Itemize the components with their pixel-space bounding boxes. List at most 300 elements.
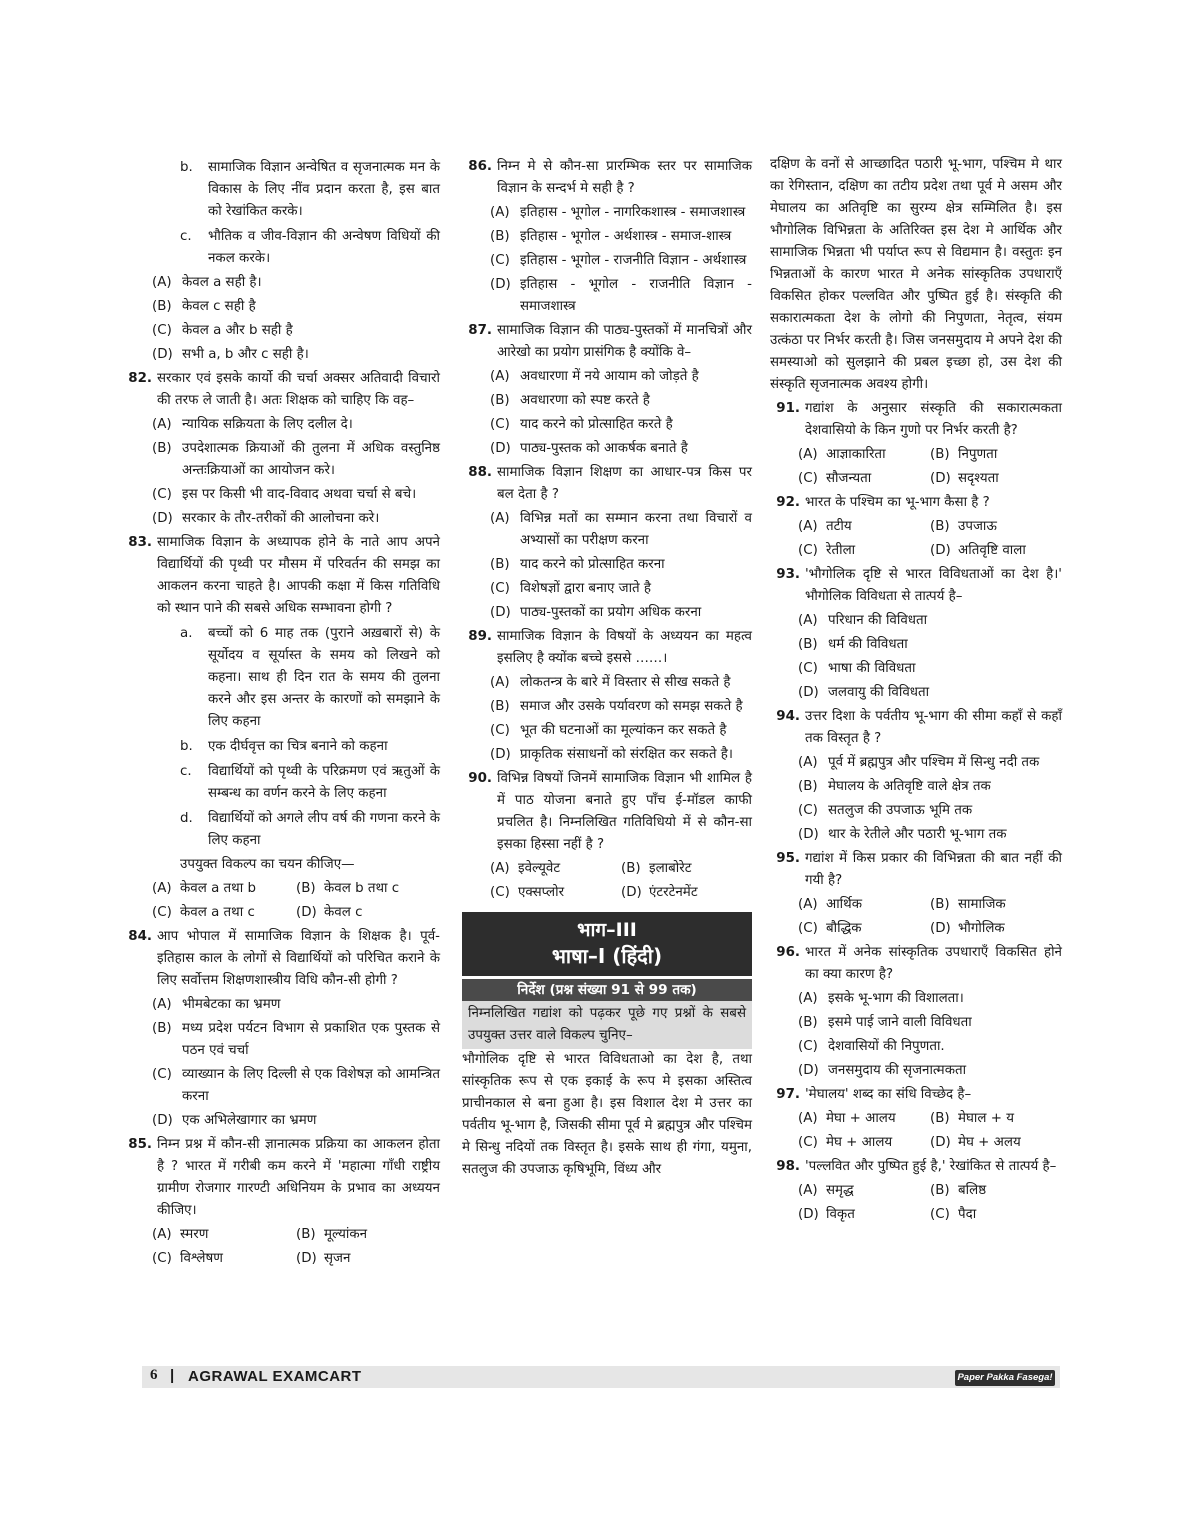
option-93-b	[770, 634, 1062, 656]
option-label: (A)	[798, 755, 818, 770]
option-text: भौगोलिक	[958, 921, 1005, 936]
option-text: पाठ्य-पुस्तक को आकर्षक बनाते है	[520, 441, 688, 456]
statement-text: सामाजिक विज्ञान अन्वेषित व सृजनात्मक मन के विकास के लिए नींव प्रदान करता है, इस बात को रेखांकित करके।	[208, 160, 440, 219]
option-88-b	[462, 554, 752, 576]
option-label: (D)	[930, 1135, 951, 1150]
option-row-95-cd	[770, 918, 1062, 940]
instruction-note: उपयुक्त विकल्प का चयन कीजिए—	[180, 857, 355, 872]
question-91	[770, 398, 1062, 442]
option-84-c	[152, 1064, 440, 1108]
question-number: 84.	[128, 929, 152, 944]
option-text: एक अभिलेखागार का भ्रमण	[182, 1113, 317, 1128]
option-label: (A)	[152, 997, 172, 1012]
option-text: मेघा + आलय	[826, 1111, 896, 1126]
option-83-d	[296, 902, 440, 924]
statement-83-b	[152, 736, 440, 758]
question-text: भारत के पश्चिम का भू-भाग कैसा है ?	[805, 495, 990, 510]
option-text: मेघ + आलय	[826, 1135, 893, 1150]
option-text: विशेषज्ञों द्वारा बनाए जाते है	[520, 581, 652, 596]
option-text: विभिन्न मतों का सम्मान करना तथा विचारों व अभ्यासों का परीक्षण करना	[520, 511, 752, 548]
statement-label: c.	[180, 764, 192, 779]
option-text: केवल c	[324, 905, 363, 920]
option-label: (A)	[152, 275, 172, 290]
statement-83-a	[152, 623, 440, 733]
question-text: सामाजिक विज्ञान के अध्यापक होने के नाते आप अपने विद्यार्थियों की पृथ्वी पर मौसम में परिवर्तन की समझ का आकलन करना चाहते है। आपकी कक्षा में किस गतिविधि को स्थान पाने की सबसे अधिक सम्भावना होगी ?	[157, 535, 440, 616]
option-90-c	[490, 882, 621, 904]
option-label: (C)	[490, 417, 510, 432]
question-92	[770, 492, 1062, 514]
option-85-c	[152, 1248, 296, 1270]
option-text: पैदा	[958, 1207, 977, 1222]
option-text: जनसमुदाय की सृजनात्मकता	[828, 1063, 967, 1078]
option-98-b	[930, 1180, 1062, 1202]
option-82-d	[152, 508, 440, 530]
option-row-83-cd	[152, 902, 440, 924]
option-text: भूत की घटनाओं का मूल्यांकन कर सकते है	[520, 723, 727, 738]
option-89-c	[462, 720, 752, 742]
passage-text-part-2: दक्षिण के वनों से आच्छादित पठारी भू-भाग, पश्चिम मे थार का रेगिस्तान, दक्षिण का तटीय प्रदेश तथा पूर्व मे असम और मेघालय का अतिवृष्टि का सुरम्य क्षेत्र सम्मिलित है। इस भौगोलिक विभिन्नता के अतिरिक्त इस देश मे आर्थिक और सामाजिक भिन्नता भी पर्याप्त रूप से विद्यमान है। वस्तुतः इन भिन्नताओं के कारण भारत मे अनेक सांस्कृतिक उपधाराएँ विकसित होकर पल्लवित और पुष्पित हुई है। संस्कृति की सकारात्मकता देश के लोगो की निपुणता, नेतृत्व, संयम उत्कंठा पर निर्भर करती है। जिस जनसमुदाय मे अपने देश की समस्याओ को सुलझाने की प्रबल इच्छा हो, उस देश की संस्कृति सृजनात्मक अवश्य होगी।	[770, 157, 1062, 392]
question-83	[122, 532, 440, 620]
option-98-d	[798, 1204, 930, 1226]
option-text: अवधारणा में नये आयाम को जोड़ते है	[520, 369, 699, 384]
option-label: (D)	[490, 277, 511, 292]
option-row-91-cd	[770, 468, 1062, 490]
question-82	[122, 368, 440, 412]
option-94-c	[770, 800, 1062, 822]
option-label: (C)	[798, 543, 818, 558]
option-label: (C)	[152, 905, 172, 920]
section-title: भाग–III	[577, 919, 637, 941]
option-91-a	[798, 444, 930, 466]
option-82-b	[152, 438, 440, 482]
option-text: केवल b तथा c	[324, 881, 400, 896]
question-number: 98.	[776, 1159, 800, 1174]
statement-text: भौतिक व जीव-विज्ञान की अन्वेषण विधियों की नकल करके।	[208, 229, 440, 266]
option-row-97-ab	[770, 1108, 1062, 1130]
option-label: (B)	[296, 881, 316, 896]
option-label: (D)	[296, 905, 317, 920]
option-text: उपदेशात्मक क्रियाओं की तुलना में अधिक वस्तुनिष्ठ अन्तःक्रियाओं का आयोजन करे।	[182, 441, 440, 478]
option-label: (C)	[490, 885, 510, 900]
option-label: (B)	[621, 861, 641, 876]
option-text: इस पर किसी भी वाद-विवाद अथवा चर्चा से बचे।	[182, 487, 417, 502]
option-row-92-ab	[770, 516, 1062, 538]
question-number: 83.	[128, 535, 152, 550]
question-number: 95.	[776, 851, 800, 866]
option-text: इतिहास - भूगोल - राजनीति विज्ञान - अर्थशास्त्र	[520, 253, 747, 268]
option-90-b	[621, 858, 752, 880]
option-text: रेतीला	[826, 543, 856, 558]
option-83-c	[152, 902, 296, 924]
statement-81-b	[152, 157, 440, 223]
option-row-90-ab	[462, 858, 752, 880]
question-text: सामाजिक विज्ञान के विषयों के अध्ययन का महत्व इसलिए है क्योंक बच्चे इससे ……।	[497, 629, 752, 666]
question-89	[462, 626, 752, 670]
option-text: केवल a सही है।	[182, 275, 262, 290]
option-89-b	[462, 696, 752, 718]
question-text: 'पल्लवित और पुष्पित हुई है,' रेखांकित से तात्पर्य है–	[805, 1159, 1057, 1174]
option-row-98-ab	[770, 1180, 1062, 1202]
option-87-b	[462, 390, 752, 412]
option-89-d	[462, 744, 752, 766]
option-82-c	[152, 484, 440, 506]
statement-label: a.	[180, 626, 193, 641]
option-label: (C)	[930, 1207, 950, 1222]
option-92-c	[798, 540, 930, 562]
option-90-d	[621, 882, 752, 904]
option-label: (D)	[930, 543, 951, 558]
option-label: (C)	[490, 253, 510, 268]
option-text: भाषा की विविधता	[828, 661, 916, 676]
option-text: एंटरटेनमेंट	[649, 885, 698, 900]
option-label: (B)	[490, 557, 510, 572]
option-label: (D)	[930, 471, 951, 486]
option-text: बलिष्ठ	[958, 1183, 987, 1198]
option-label: (D)	[930, 921, 951, 936]
option-text: केवल c सही है	[182, 299, 256, 314]
option-label: (C)	[152, 323, 172, 338]
option-83-a	[152, 878, 296, 900]
option-86-d	[462, 274, 752, 318]
question-number: 87.	[468, 323, 492, 338]
option-text: इतिहास - भूगोल - राजनीति विज्ञान - समाजशास्त्र	[520, 277, 752, 314]
option-text: इवेल्यूवेट	[518, 861, 561, 876]
question-number: 97.	[776, 1087, 800, 1102]
question-number: 89.	[468, 629, 492, 644]
option-94-a	[770, 752, 1062, 774]
question-97	[770, 1084, 1062, 1106]
option-label: (B)	[490, 393, 510, 408]
option-93-d	[770, 682, 1062, 704]
option-91-c	[798, 468, 930, 490]
option-label: (B)	[152, 1021, 172, 1036]
option-81-a	[152, 272, 440, 294]
statement-text: बच्चों को 6 माह तक (पुराने अख़बारों से) के सूर्योदय व सूर्यास्त के समय को लिखने को कहना। साथ ही दिन रात के समय की तुलना करने और इस अन्तर के कारणों को समझाने के लिए कहना	[208, 626, 440, 729]
option-88-d	[462, 602, 752, 624]
option-text: बौद्धिक	[826, 921, 862, 936]
statement-text: एक दीर्घवृत्त का चित्र बनाने को कहना	[208, 739, 388, 754]
option-text: मेघ + अलय	[958, 1135, 1021, 1150]
option-text: सृजन	[324, 1251, 351, 1266]
option-86-b	[462, 226, 752, 248]
option-88-c	[462, 578, 752, 600]
option-94-d	[770, 824, 1062, 846]
option-95-b	[930, 894, 1062, 916]
option-92-b	[930, 516, 1062, 538]
option-label: (D)	[798, 827, 819, 842]
option-text: भीमबेटका का भ्रमण	[182, 997, 281, 1012]
option-81-c	[152, 320, 440, 342]
footer-separator: |	[170, 1367, 175, 1384]
question-text: आप भोपाल में सामाजिक विज्ञान के शिक्षक है। पूर्व-इतिहास काल के लोगों से विद्यार्थियों को परिचित कराने के लिए सर्वोत्तम शिक्षणशास्त्रीय विधि कौन-सी होगी ?	[157, 929, 440, 988]
option-text: मेघाल + य	[958, 1111, 1014, 1126]
question-number: 85.	[128, 1137, 152, 1152]
option-row-85-cd	[152, 1248, 440, 1270]
question-number: 91.	[776, 401, 800, 416]
statement-label: d.	[180, 811, 193, 826]
option-label: (D)	[798, 1207, 819, 1222]
option-86-c	[462, 250, 752, 272]
passage-text-part-1: भौगोलिक दृष्टि से भारत विविधताओ का देश है, तथा सांस्कृतिक रूप से एक इकाई के रूप मे इसका अस्तित्व प्राचीनकाल से बना हुआ है। इस विशाल देश मे उत्तर का पर्वतीय भू-भाग है, जिसकी सीमा पूर्व मे ब्रह्मपुत्र और पश्चिम मे सिन्धु नदियों तक विस्तृत है। इसके साथ ही गंगा, यमुना, सतलुज की उपजाऊ कृषिभूमि, विंध्य और	[462, 1052, 752, 1177]
option-97-c	[798, 1132, 930, 1154]
option-96-b	[770, 1012, 1062, 1034]
option-label: (D)	[296, 1251, 317, 1266]
option-text: लोकतन्त्र के बारे में विस्तार से सीख सकते है	[520, 675, 731, 690]
option-label: (C)	[490, 581, 510, 596]
option-row-98-dc	[770, 1204, 1062, 1226]
option-label: (D)	[798, 685, 819, 700]
option-93-a	[770, 610, 1062, 632]
option-86-a	[462, 202, 752, 224]
question-number: 88.	[468, 465, 492, 480]
column-3	[770, 154, 1062, 1226]
option-label: (A)	[798, 1111, 818, 1126]
option-85-a	[152, 1224, 296, 1246]
question-96	[770, 942, 1062, 986]
question-number: 96.	[776, 945, 800, 960]
option-row-90-cd	[462, 882, 752, 904]
question-text: निम्न मे से कौन-सा प्रारम्भिक स्तर पर सामाजिक विज्ञान के सन्दर्भ मे सही है ?	[497, 159, 752, 196]
option-label: (B)	[798, 779, 818, 794]
question-number: 94.	[776, 709, 800, 724]
option-label: (D)	[490, 605, 511, 620]
option-label: (A)	[798, 519, 818, 534]
question-number: 86.	[468, 159, 492, 174]
option-text: केवल a और b सही है	[182, 323, 293, 338]
statement-label: b.	[180, 160, 193, 175]
question-text: सरकार एवं इसके कार्यो की चर्चा अक्सर अतिवादी विचारो की तरफ ले जाती है। अतः शिक्षक को चाहिए कि वह–	[157, 371, 440, 408]
question-text: निम्न प्रश्न में कौन-सी ज्ञानात्मक प्रक्रिया का आकलन होता है ? भारत में गरीबी कम करने में 'महात्मा गाँधी राष्ट्रीय ग्रामीण रोजगार गारण्टी अधिनियम के प्रभाव का अध्ययन कीजिए।	[157, 1137, 440, 1218]
statement-83-c	[152, 761, 440, 805]
question-86	[462, 156, 752, 200]
question-text: सामाजिक विज्ञान की पाठ्य-पुस्तकों में मानचित्रों और आरेखो का प्रयोग प्रासंगिक है क्योंकि वे–	[497, 323, 752, 360]
option-row-92-cd	[770, 540, 1062, 562]
option-text: सतलुज की उपजाऊ भूमि तक	[828, 803, 973, 818]
option-label: (A)	[798, 991, 818, 1006]
option-text: न्यायिक सक्रियता के लिए दलील दे।	[182, 417, 353, 432]
option-text: आर्थिक	[826, 897, 862, 912]
option-text: आज्ञाकारिता	[826, 447, 886, 462]
question-87	[462, 320, 752, 364]
section-header-box	[462, 912, 752, 976]
option-label: (B)	[930, 897, 950, 912]
statement-83-d	[152, 808, 440, 852]
option-text: सदृश्यता	[958, 471, 999, 486]
option-98-a	[798, 1180, 930, 1202]
option-96-c	[770, 1036, 1062, 1058]
option-84-d	[152, 1110, 440, 1132]
option-text: मध्य प्रदेश पर्यटन विभाग से प्रकाशित एक पुस्तक से पठन एवं चर्चा	[182, 1021, 440, 1058]
option-label: (D)	[152, 1113, 173, 1128]
option-97-b	[930, 1108, 1062, 1130]
question-text: सामाजिक विज्ञान शिक्षण का आधार-पत्र किस पर बल देता है ?	[497, 465, 752, 502]
option-row-95-ab	[770, 894, 1062, 916]
option-row-97-cd	[770, 1132, 1062, 1154]
question-90	[462, 768, 752, 856]
question-text: गद्यांश में किस प्रकार की विभिन्नता की बात नहीं की गयी है?	[805, 851, 1062, 888]
option-81-d	[152, 344, 440, 366]
option-text: विश्लेषण	[180, 1251, 223, 1266]
option-text: केवल a तथा c	[180, 905, 255, 920]
option-92-d	[930, 540, 1062, 562]
option-label: (A)	[490, 205, 510, 220]
question-84	[122, 926, 440, 992]
option-98-c	[930, 1204, 1062, 1226]
option-text: प्राकृतिक संसाधनों को संरक्षित कर सकते है।	[520, 747, 733, 762]
option-97-a	[798, 1108, 930, 1130]
option-95-d	[930, 918, 1062, 940]
option-label: (B)	[930, 1183, 950, 1198]
brand-logo-text: AGRAWAL EXAMCART	[188, 1368, 362, 1385]
option-label: (A)	[490, 369, 510, 384]
option-label: (A)	[152, 881, 172, 896]
option-label: (C)	[152, 1251, 172, 1266]
option-text: सभी a, b और c सही है।	[182, 347, 309, 362]
option-label: (B)	[152, 441, 172, 456]
option-label: (D)	[152, 511, 173, 526]
option-text: परिधान की विविधता	[828, 613, 928, 628]
option-label: (C)	[798, 661, 818, 676]
option-label: (A)	[152, 417, 172, 432]
option-label: (A)	[152, 1227, 172, 1242]
option-label: (B)	[930, 447, 950, 462]
option-label: (D)	[490, 441, 511, 456]
option-label: (A)	[490, 511, 510, 526]
option-row-85-ab	[152, 1224, 440, 1246]
option-text: याद करने को प्रोत्साहित करते है	[520, 417, 673, 432]
option-92-a	[798, 516, 930, 538]
option-89-a	[462, 672, 752, 694]
option-84-b	[152, 1018, 440, 1062]
option-text: केवल a तथा b	[180, 881, 256, 896]
option-text: थार के रेतीले और पठारी भू-भाग तक	[828, 827, 1007, 842]
option-85-d	[296, 1248, 440, 1270]
option-text: इसके भू-भाग की विशालता।	[828, 991, 964, 1006]
option-label: (B)	[490, 699, 510, 714]
option-90-a	[490, 858, 621, 880]
option-text: व्याख्यान के लिए दिल्ली से एक विशेषज्ञ को आमन्त्रित करना	[182, 1067, 440, 1104]
option-label: (B)	[930, 519, 950, 534]
option-label: (A)	[798, 897, 818, 912]
option-81-b	[152, 296, 440, 318]
option-label: (C)	[798, 1135, 818, 1150]
question-text: 'मेघालय' शब्द का संधि विच्छेद है–	[805, 1087, 972, 1102]
option-85-b	[296, 1224, 440, 1246]
option-label: (D)	[621, 885, 642, 900]
question-number: 90.	[468, 771, 492, 786]
option-text: इतिहास - भूगोल - नागरिकशास्त्र - समाजशास्त्र	[520, 205, 746, 220]
question-text: भारत में अनेक सांस्कृतिक उपधाराएँ विकसित होने का क्या कारण है?	[805, 945, 1062, 982]
option-label: (C)	[798, 921, 818, 936]
option-83-b	[296, 878, 440, 900]
option-93-c	[770, 658, 1062, 680]
option-label: (A)	[490, 675, 510, 690]
question-number: 93.	[776, 567, 800, 582]
option-91-d	[930, 468, 1062, 490]
option-96-a	[770, 988, 1062, 1010]
option-text: इलाबोरेट	[649, 861, 692, 876]
option-label: (A)	[798, 613, 818, 628]
option-95-a	[798, 894, 930, 916]
page-number: 6	[150, 1367, 158, 1383]
option-label: (B)	[296, 1227, 316, 1242]
tagline-badge: Paper Pakka Fasega!	[955, 1370, 1055, 1386]
option-label: (D)	[798, 1063, 819, 1078]
question-98	[770, 1156, 1062, 1178]
option-label: (D)	[152, 347, 173, 362]
question-number: 92.	[776, 495, 800, 510]
option-label: (D)	[490, 747, 511, 762]
option-text: सरकार के तौर-तरीकों की आलोचना करे।	[182, 511, 380, 526]
question-text: गद्यांश के अनुसार संस्कृति की सकारात्मकता देशवासियो के किन गुणो पर निर्भर करती है?	[805, 401, 1062, 438]
option-text: अतिवृष्टि वाला	[958, 543, 1026, 558]
option-text: स्मरण	[180, 1227, 209, 1242]
option-text: देशवासियों की निपुणता.	[828, 1039, 945, 1054]
option-text: याद करने को प्रोत्साहित करना	[520, 557, 665, 572]
option-label: (C)	[490, 723, 510, 738]
option-text: समाज और उसके पर्यावरण को समझ सकते है	[520, 699, 743, 714]
statement-text: विद्यार्थियों को पृथ्वी के परिक्रमण एवं ऋतुओं के सम्बन्ध का वर्णन करने के लिए कहना	[208, 764, 440, 801]
option-text: मूल्यांकन	[324, 1227, 368, 1242]
statement-text: विद्यार्थियों को अगले लीप वर्ष की गणना करने के लिए कहना	[208, 811, 440, 848]
option-text: निपुणता	[958, 447, 998, 462]
option-text: इतिहास - भूगोल - अर्थशास्त्र - समाज-शास्त्र	[520, 229, 732, 244]
option-label: (C)	[152, 487, 172, 502]
question-text: 'भौगोलिक दृष्टि से भारत विविधताओं का देश है।' भौगोलिक विविधता से तात्पर्य है–	[805, 567, 1062, 604]
option-text: तटीय	[826, 519, 852, 534]
option-87-a	[462, 366, 752, 388]
question-85	[122, 1134, 440, 1222]
option-text: इसमे पाई जाने वाली विविधता	[828, 1015, 972, 1030]
option-91-b	[930, 444, 1062, 466]
column-1	[128, 154, 440, 1270]
option-label: (B)	[930, 1111, 950, 1126]
section-subtitle: भाषा–I (हिंदी)	[551, 944, 663, 968]
option-label: (C)	[152, 1067, 172, 1082]
statement-label: c.	[180, 229, 192, 244]
option-row-91-ab	[770, 444, 1062, 466]
question-text: विभिन्न विषयों जिनमें सामाजिक विज्ञान भी शामिल है में पाठ योजना बनाते हुए पाँच ई-मॉडल काफी प्रचलित है। निम्नलिखित गतिविधियो में से कौन-सा इसका हिस्सा नहीं है ?	[497, 771, 752, 852]
direction-text: निम्नलिखित गद्यांश को पढ़कर पूछे गए प्रश्नों के सबसे उपयुक्त उत्तर वाले विकल्प चुनिए–	[462, 1001, 752, 1049]
option-label: (C)	[798, 1039, 818, 1054]
option-text: पाठ्य-पुस्तकों का प्रयोग अधिक करना	[520, 605, 702, 620]
option-84-a	[152, 994, 440, 1016]
question-text: उत्तर दिशा के पर्वतीय भू-भाग की सीमा कहाँ से कहाँ तक विस्तृत है ?	[805, 709, 1062, 746]
option-text: सामाजिक	[958, 897, 1006, 912]
option-label: (B)	[798, 1015, 818, 1030]
option-label: (B)	[798, 637, 818, 652]
option-text: सौजन्यता	[826, 471, 872, 486]
option-text: समृद्ध	[826, 1183, 854, 1198]
option-label: (C)	[798, 803, 818, 818]
option-82-a	[152, 414, 440, 436]
option-text: धर्म की विविधता	[828, 637, 908, 652]
option-label: (A)	[490, 861, 510, 876]
option-95-c	[798, 918, 930, 940]
question-88	[462, 462, 752, 506]
option-text: उपजाऊ	[958, 519, 997, 534]
question-number: 82.	[128, 371, 152, 386]
option-row-83-ab	[152, 878, 440, 900]
option-94-b	[770, 776, 1062, 798]
option-text: एक्सप्लोर	[518, 885, 565, 900]
option-text: मेघालय के अतिवृष्टि वाले क्षेत्र तक	[828, 779, 991, 794]
statement-81-c	[152, 226, 440, 270]
option-88-a	[462, 508, 752, 552]
option-97-d	[930, 1132, 1062, 1154]
option-text: विकृत	[826, 1207, 855, 1222]
option-87-d	[462, 438, 752, 460]
